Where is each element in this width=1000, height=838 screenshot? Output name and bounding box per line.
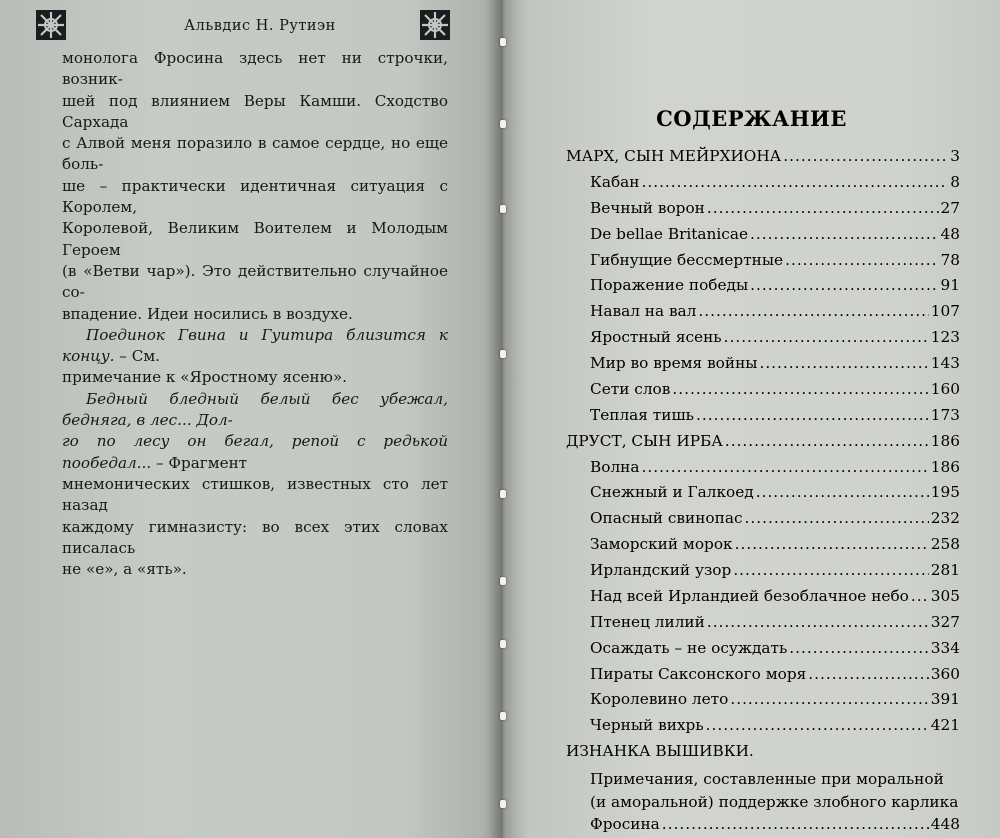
binding-stitch (500, 800, 506, 808)
note-entry (62, 325, 448, 368)
note-quote: го по лесу он бегал, репой с редькой пообедал... (62, 432, 448, 472)
running-header-title: Альвдис Н. Рутиэн (184, 18, 336, 34)
toc-item: Пираты Саксонского моря ..... 360 (566, 665, 960, 691)
text-line: не «е», а «ять». (62, 560, 187, 579)
toc-item: Поражение победы ..... 91 (566, 276, 960, 302)
toc-item: Снежный и Галкоед ..... 195 (566, 483, 960, 509)
text-line: монолога Фросина здесь нет ни строчки, возник- (62, 49, 448, 89)
celtic-knot-icon (36, 10, 66, 40)
toc-item: Фросина ..... 448 (590, 813, 960, 835)
toc-item: Птенец лилий ..... 327 (566, 613, 960, 639)
binding-stitch (500, 38, 506, 46)
toc-item: Королевино лето ..... 391 (566, 690, 960, 716)
toc-section-note (566, 768, 960, 835)
table-of-contents (566, 147, 960, 835)
toc-item: Ирландский узор ..... 281 (566, 561, 960, 587)
toc-item: Гибнущие бессмертные ..... 78 (566, 251, 960, 277)
binding-stitch (500, 490, 506, 498)
binding-stitch (500, 640, 506, 648)
toc-note-line: Примечания, составленные при моральной (590, 770, 944, 788)
binding-stitch (500, 205, 506, 213)
endnotes-text (62, 48, 448, 580)
toc-item: Теплая тишь ..... 173 (566, 406, 960, 432)
toc-item: Яростный ясень ..... 123 (566, 328, 960, 354)
note-entry (62, 389, 448, 432)
toc-item: Заморский морок ..... 258 (566, 535, 960, 561)
toc-item: Вечный ворон ..... 27 (566, 199, 960, 225)
toc-item: Черный вихрь ..... 421 (566, 716, 960, 742)
toc-section: ИЗНАНКА ВЫШИВКИ. (566, 742, 754, 761)
text-line: примечание к «Яростному ясеню». (62, 368, 347, 387)
toc-item: De bellae Britanicae ..... 48 (566, 225, 960, 251)
toc-section: МАРХ, СЫН МЕЙРХИОНА ..... 3 (566, 147, 960, 173)
note-text: – Фрагмент (151, 453, 248, 472)
toc-item: Над всей Ирландией безоблачное небо ..... 305 (566, 587, 960, 613)
toc-item: Сети слов ..... 160 (566, 380, 960, 406)
text-line: (в «Ветви чар»). Это действительно случайное со- (62, 261, 448, 302)
toc-heading: СОДЕРЖАНИЕ (656, 106, 847, 131)
celtic-knot-icon (420, 10, 450, 40)
binding-stitch (500, 577, 506, 585)
toc-section: ДРУСТ, СЫН ИРБА ..... 186 (566, 432, 960, 458)
binding-stitch (500, 712, 506, 720)
toc-item: Волна ..... 186 (566, 458, 960, 484)
text-line: Королевой, Великим Воителем и Молодым Героем (62, 219, 448, 259)
note-quote: Бедный бледный белый бес убежал, бедняга, в лес... Дол- (62, 389, 448, 430)
text-line: впадение. Идеи носились в воздухе. (62, 304, 353, 323)
note-quote: Поединок Гвина и Гуитира близится к концу. (62, 325, 448, 366)
binding-stitch (500, 350, 506, 358)
text-line: шей под влиянием Веры Камши. Сходство Сархада (62, 91, 448, 131)
text-line: каждому гимназисту: во всех этих словах писалась (62, 517, 448, 557)
toc-item: Навал на вал ..... 107 (566, 302, 960, 328)
toc-item: Кабан ..... 8 (566, 173, 960, 199)
running-header (0, 10, 503, 40)
toc-item: Опасный свинопас ..... 232 (566, 509, 960, 535)
note-entry (62, 431, 448, 474)
toc-note-line: (и аморальной) поддержке злобного карлика (590, 792, 959, 811)
text-line: ше – практически идентичная ситуация с Королем, (62, 176, 448, 217)
note-text: – См. (114, 347, 160, 366)
toc-item: Мир во время войны ..... 143 (566, 354, 960, 380)
text-line: с Алвой меня поразило в самое сердце, но еще боль- (62, 134, 448, 174)
text-line: мнемонических стишков, известных сто лет назад (62, 474, 448, 515)
toc-item: Осаждать – не осуждать ..... 334 (566, 639, 960, 665)
